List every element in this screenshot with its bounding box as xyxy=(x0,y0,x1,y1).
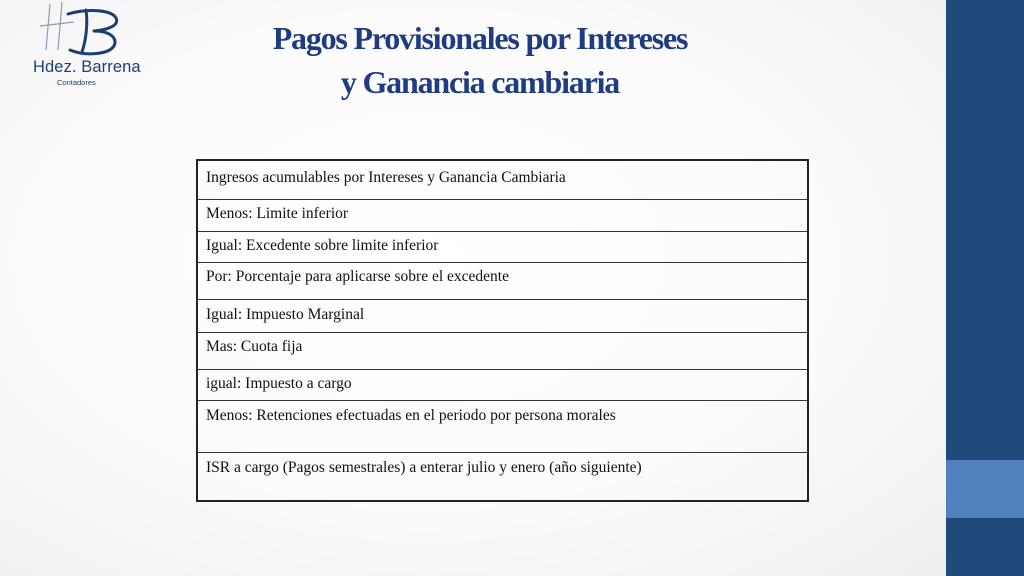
table-row: igual: Impuesto a cargo xyxy=(198,369,807,400)
title-line-1: Pagos Provisionales por Intereses xyxy=(272,20,688,56)
hb-monogram-icon xyxy=(28,0,158,62)
table-row: ISR a cargo (Pagos semestrales) a enterar julio y enero (año siguiente) xyxy=(198,452,807,500)
company-logo xyxy=(28,0,158,95)
slide-title xyxy=(170,16,790,104)
table-row: Igual: Excedente sobre limite inferior xyxy=(198,231,807,262)
title-line-2: y Ganancia cambiaria xyxy=(340,64,620,100)
table-row: Igual: Impuesto Marginal xyxy=(198,299,807,332)
logo-name: Hdez. Barrena xyxy=(33,58,141,76)
table-row: Menos: Limite inferior xyxy=(198,199,807,231)
logo-subtitle: Contadores xyxy=(57,78,96,87)
right-sidebar-accent xyxy=(946,460,1024,518)
table-row: Menos: Retenciones efectuadas en el periodo por persona morales xyxy=(198,400,807,452)
table-row: Por: Porcentaje para aplicarse sobre el excedente xyxy=(198,262,807,299)
table-row: Ingresos acumulables por Intereses y Ganancia Cambiaria xyxy=(206,169,566,186)
table-row: Mas: Cuota fija xyxy=(198,332,807,369)
calculation-table xyxy=(196,159,809,502)
